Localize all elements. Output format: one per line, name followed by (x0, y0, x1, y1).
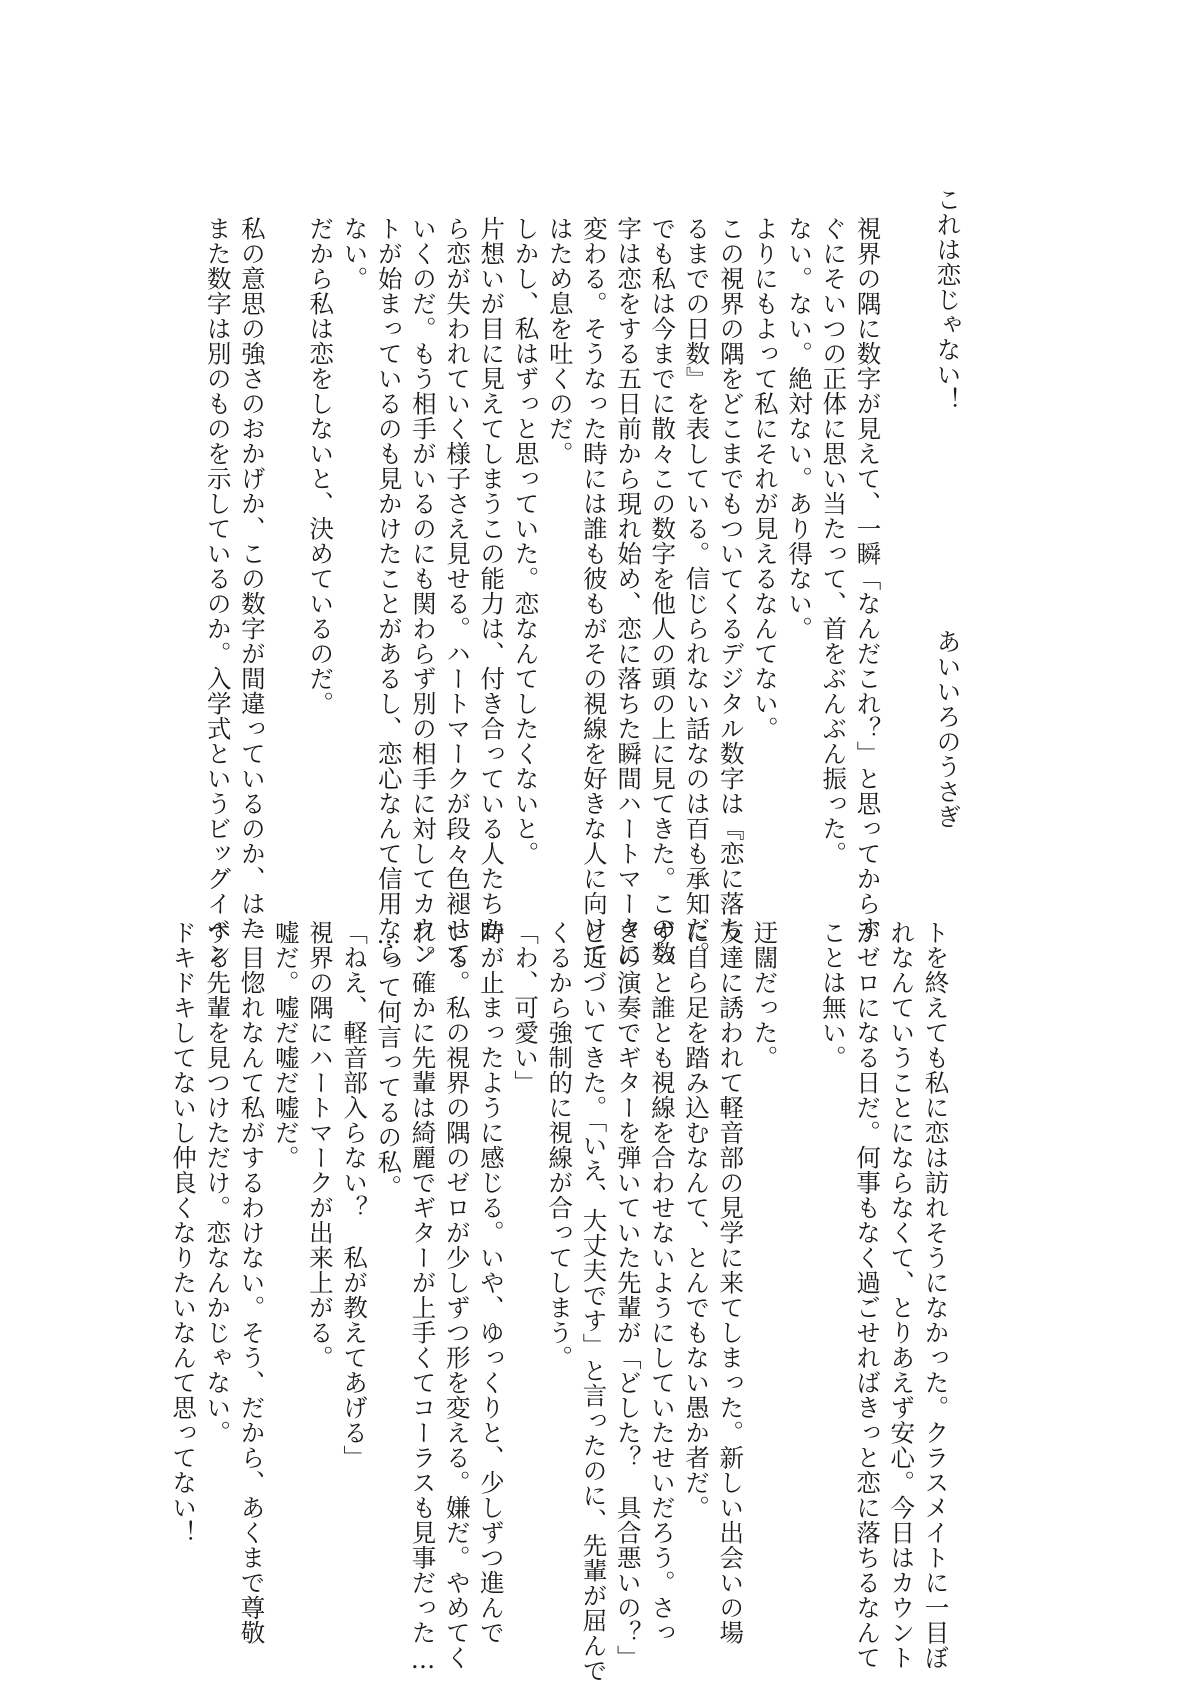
text-column: また数字は別のものを示しているのか。入学式というビッグイベン (203, 216, 233, 966)
text-column: くるから強制的に視線が合ってしまう。 (545, 920, 575, 1370)
text-column: 一目惚れなんて私がするわけない。そう、だから、あくまで尊敬 (237, 920, 267, 1645)
text-column: 迂闊だった。 (750, 920, 780, 1070)
text-column: れ。確かに先輩は綺麗でギターが上手くてコーラスも見事だった… (408, 920, 438, 1675)
text-column: 私の意思の強さのおかげか、この数字が間違っているのか、はた (237, 216, 267, 941)
text-column: 字は恋をする五日前から現れ始め、恋に落ちた瞬間ハートマークに (614, 216, 644, 966)
text-column: ない。ない。絶対ない。あり得ない。 (785, 216, 815, 641)
text-column: れなんていうことにならなくて、とりあえず安心。今日はカウント (887, 920, 917, 1670)
text-column: ら恋が失われていく様子さえ見せる。ハートマークが段々色褪せて (443, 216, 473, 966)
text-column: トが始まっているのも見かけたことがあるし、恋心なんて信用なら (374, 216, 404, 966)
text-column: 変わる。そうなった時には誰も彼もがその視線を好きな人に向けて (579, 216, 609, 966)
text-column: トを終えても私に恋は訪れそうになかった。クラスメイトに一目ぼ (921, 920, 951, 1670)
story-title: これは恋じゃない！ (933, 187, 963, 412)
text-column: いる。私の視界の隅のゼロが少しずつ形を変える。嫌だ。やめてく (442, 920, 472, 1670)
text-column: 嘘だ。嘘だ嘘だ嘘だ。 (271, 920, 301, 1170)
text-column: 視界の隅にハートマークが出来上がる。 (305, 920, 335, 1370)
text-column: ない。 (340, 216, 370, 291)
text-column: 時が止まったように感じる。いや、ゆっくりと、少しずつ進んで (476, 920, 506, 1645)
text-column: でも私は今までに散々この数字を他人の頭の上に見てきた。この数 (648, 216, 678, 966)
text-column: しかし、私はずっと思っていた。恋なんてしたくないと。 (511, 216, 541, 866)
text-column: よりにもよって私にそれが見えるなんてない。 (750, 216, 780, 741)
text-column: 視界の隅に数字が見えて、一瞬「なんだこれ？」と思ってからす (853, 216, 883, 941)
text-column: に自ら足を踏み込むなんて、とんでもない愚か者だ。 (682, 920, 712, 1520)
author-name: あいいろのうさぎ (933, 629, 963, 829)
text-column: 片想いが目に見えてしまうこの能力は、付き合っている人たちか (477, 216, 507, 941)
text-column: …って何言ってるの私。 (374, 920, 404, 1200)
text-column: 友達に誘われて軽音部の見学に来てしまった。新しい出会いの場 (716, 920, 746, 1645)
text-column: はため息を吐くのだ。 (545, 216, 575, 466)
text-column: がゼロになる日だ。何事もなく過ごせればきっと恋に落ちるなんて (853, 920, 883, 1670)
text-column: ドキドキしてないし仲良くなりたいなんて思ってない！ (169, 920, 199, 1545)
text-column: する先輩を見つけただけ。恋なんかじゃない。 (203, 920, 233, 1445)
text-column: ずっと誰とも視線を合わせないようにしていたせいだろう。さっ (647, 920, 677, 1645)
text-column: ぐにそいつの正体に思い当たって、首をぶんぶん振った。 (819, 216, 849, 866)
text-column: 「わ、可愛い」 (511, 920, 541, 1095)
text-column: この視界の隅をどこまでもついてくるデジタル数字は『恋に落ち (716, 216, 746, 941)
text-column: るまでの日数』を表している。信じられない話なのは百も承知だ。 (682, 216, 712, 966)
text-column: 「ねえ、軽音部入らない？ 私が教えてあげる」 (340, 920, 370, 1470)
text-column: だから私は恋をしないと、決めているのだ。 (306, 216, 336, 716)
text-column: ことは無い。 (818, 920, 848, 1070)
text-column: と近づいてきた。「いえ、大丈夫です」と言ったのに、先輩が屈んで (579, 920, 609, 1683)
text-column: きの演奏でギターを弾いていた先輩が「どした？ 具合悪いの？」 (613, 920, 643, 1670)
text-column: いくのだ。もう相手がいるのにも関わらず別の相手に対してカウン (408, 216, 438, 966)
